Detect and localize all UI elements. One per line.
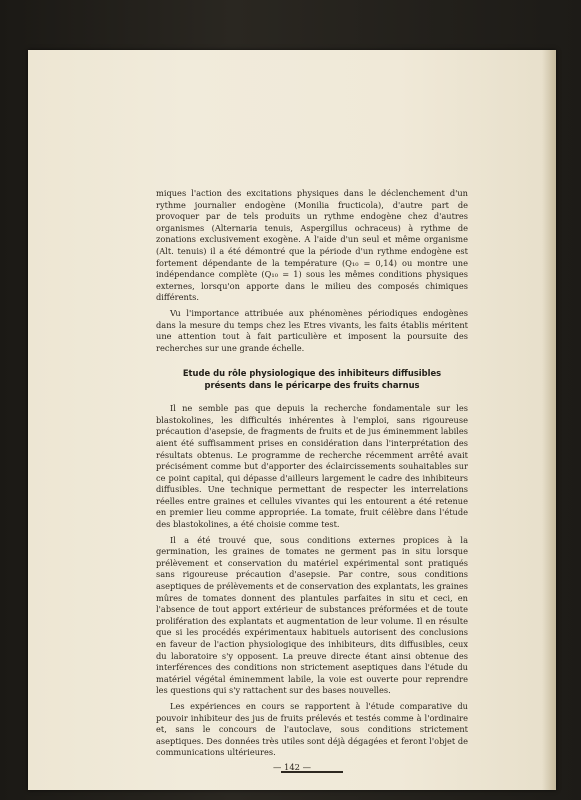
section-paragraph-1: Il ne semble pas que depuis la recherche fondamentale sur les blastokolines, les difficultés inhérentes à l'emploi, sans rigoureuse précaution d'asepsie, de fragments de fruits et de jus éminemment labiles aient été suffisamment prises en considération dans l'interprétation des résultats obtenus. Le programme de recherche récemment arrêté avait précisément comme but d'apporter des éclaircissements souhaitables sur ce point capital, qui dépasse d'ailleurs largement le cadre des inhibiteurs diffusibles. Une technique permettant de respecter les interrelations réelles entre graines et cellules vivantes qui les entourent a été retenue en premier lieu comme appropriée. La tomate, fruit célèbre dans l'étude des blastokolines, a été choisie comme test.	[156, 403, 468, 530]
section-heading	[156, 368, 468, 391]
section-heading-line-1: Etude du rôle physiologique des inhibiteurs diffusibles	[182, 368, 442, 379]
page-number: — 142 —	[272, 762, 312, 772]
text-column	[156, 188, 468, 773]
paragraph-1: miques l'action des excitations physiques dans le déclenchement d'un rythme journalier endogène (Monilia fructicola), d'autre part de provoquer par de tels produits un rythme endogène chez d'autres organismes (Alternaria tenuis, Aspergillus ochraceus) à rythme de zonations exclusivement exogène. A l'aide d'un seul et même organisme (Alt. tenuis) il a été démontré que la période d'un rythme endogène est fortement dépendante de la température (Q₁₀ = 0,14) ou montre une indépendance complète (Q₁₀ = 1) sous les mêmes conditions physiques externes, lorsqu'on apporte dans le milieu des composés chimiques différents.	[156, 188, 468, 303]
section-paragraph-2: Il a été trouvé que, sous conditions externes propices à la germination, les graines de tomates ne germent pas in situ lorsque prélèvement et conservation du matériel expérimental sont pratiqués sans rigoureuse précaution d'asepsie. Par contre, sous conditions aseptiques de prélèvements et de conservation des explantats, les graines mûres de tomates donnent des plantules parfaites in situ et ceci, en l'absence de tout apport extérieur de substances préformées et de toute prolifération des explantats et augmentation de leur volume. Il en résulte que si les procédés expérimentaux habituels autorisent des conclusions en faveur de l'action physiologique des inhibiteurs, dits diffusibles, ceux du laboratoire s'y opposent. La preuve directe étant ainsi obtenue des interférences des conditions non strictement aseptiques dans l'étude du matériel végétal éminemment labile, la voie est ouverte pour reprendre les questions qui s'y rattachent sur des bases nouvelles.	[156, 534, 468, 696]
section-heading-line-2: présents dans le péricarpe des fruits charnus	[204, 379, 420, 390]
document-page	[28, 50, 556, 790]
page-edge-shadow	[542, 50, 556, 790]
section-paragraph-3: Les expériences en cours se rapportent à l'étude comparative du pouvoir inhibiteur des jus de fruits prélevés et testés comme à l'ordinaire et, sans le concours de l'autoclave, sous conditions strictement aseptiques. Des données très utiles sont déjà dégagées et feront l'objet de communications ultérieures.	[156, 700, 468, 758]
paragraph-2: Vu l'importance attribuée aux phénomènes périodiques endogènes dans la mesure du temps chez les Etres vivants, les faits établis méritent une attention tout à fait particulière et imposent la poursuite des recherches sur une grande échelle.	[156, 307, 468, 353]
